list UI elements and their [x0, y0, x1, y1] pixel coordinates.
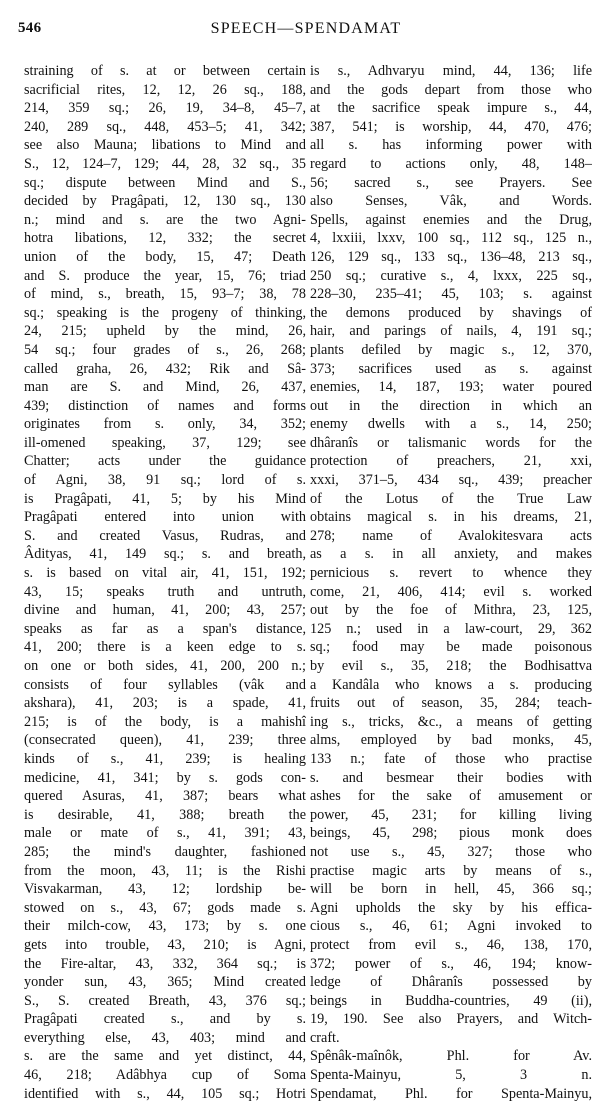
index-line: 46, 218; Adâbhya cup of Soma	[24, 1067, 306, 1084]
index-line: akshara), 41, 203; is a spade, 41,	[24, 695, 306, 712]
index-line: 19, 190. See also Prayers, and Witch-	[310, 1011, 592, 1028]
index-line: s. and besmear their bodies with	[310, 769, 592, 786]
index-line: power, 45, 231; for killing living	[310, 806, 592, 823]
index-line: speaks as far as a span's distance,	[24, 620, 306, 637]
index-line: of the Lotus of the True Law	[310, 490, 592, 507]
index-line: their milch-cow, 43, 173; by s. one	[24, 918, 306, 935]
index-line: 56; sacred s., see Prayers. See	[310, 174, 592, 191]
index-line: come, 21, 406, 414; evil s. worked	[310, 583, 592, 600]
index-line: Âdityas, 41, 149 sq.; s. and breath,	[24, 546, 306, 563]
index-line: decided by Pragâpati, 12, 130 sq., 130	[24, 193, 306, 210]
index-line: out in the direction in which an	[310, 397, 592, 414]
index-line: on one or both sides, 41, 200, 200 n.;	[24, 658, 306, 674]
index-line: and S. produce the year, 15, 76; triad	[24, 267, 306, 284]
index-line: S., 12, 124–7, 129; 44, 28, 32 sq., 35	[24, 155, 306, 172]
index-line: enemy dwells with a s., 14, 250;	[310, 416, 592, 433]
index-line: 240, 289 sq., 448, 453–5; 41, 342;	[24, 118, 306, 135]
index-line: consists of four syllables (vâk and	[24, 676, 306, 693]
index-line: at the sacrifice speak impure s., 44,	[310, 100, 592, 117]
index-line: practise magic arts by means of s.,	[310, 862, 592, 879]
index-line: originates from s. only, 34, 352;	[24, 416, 306, 433]
index-line: 54 sq.; four grades of s., 26, 268;	[24, 341, 306, 358]
index-line: dhâranîs or talismanic words for the	[310, 434, 592, 451]
index-line: 250 sq.; curative s., 4, lxxx, 225 sq.,	[310, 267, 592, 284]
index-line: cious s., 46, 61; Agni invoked to	[310, 918, 592, 935]
index-line: plants defiled by magic s., 12, 370,	[310, 341, 592, 358]
index-line: ledge of Dhâranîs possessed by	[310, 974, 592, 991]
index-line: sacrificial rites, 12, 12, 26 sq., 188,	[24, 81, 306, 98]
index-line: of mind, s., breath, 15, 93–7; 38, 78	[24, 286, 306, 303]
index-line: beings in Buddha-countries, 49 (ii),	[310, 992, 592, 1009]
index-line: Pragâpati created s., and by s.	[24, 1011, 306, 1028]
index-line: 214, 359 sq.; 26, 19, 34–8, 45–7,	[24, 100, 306, 117]
index-line: and the gods depart from those who	[310, 81, 592, 98]
index-line: of Agni, 38, 91 sq.; lord of s.	[24, 472, 306, 489]
index-line: Agni upholds the sky by his effica-	[310, 899, 592, 916]
index-line: 126, 129 sq., 133 sq., 136–48, 213 sq.,	[310, 248, 592, 265]
index-line: male or mate of s., 41, 391; 43,	[24, 825, 306, 842]
index-line: Pragâpati entered into union with	[24, 509, 306, 526]
index-line: enemies, 14, 187, 193; water poured	[310, 379, 592, 396]
index-line: craft.	[310, 1029, 340, 1046]
index-line: 387, 541; is worship, 44, 470, 476;	[310, 118, 592, 135]
index-line: out by the foe of Mithra, 23, 125,	[310, 602, 592, 619]
index-line: protection of preachers, 21, xxi,	[310, 453, 592, 470]
index-line: kinds of s., 41, 239; is healing	[24, 750, 306, 767]
index-line: sq.; dispute between Mind and S.,	[24, 174, 306, 191]
index-line: 439; distinction of names and forms	[24, 397, 306, 414]
index-line: sq.; food may be made poisonous	[310, 639, 592, 656]
index-line: medicine, 41, 341; by s. gods con-	[24, 769, 306, 786]
index-line: S., S. created Breath, 43, 376 sq.;	[24, 992, 306, 1009]
index-line: 372; power of s., 46, 194; know-	[310, 955, 592, 972]
index-line: union of the body, 15, 47; Death	[24, 248, 306, 265]
index-line: is Pragâpati, 41, 5; by his Mind	[24, 490, 306, 507]
index-line: 24, 215; upheld by the mind, 26,	[24, 323, 306, 340]
index-line: 125 n.; used in a law-court, 29, 362	[310, 620, 592, 637]
index-line: everything else, 43, 403; mind and	[24, 1029, 306, 1046]
running-head: SPEECH—SPENDAMAT	[210, 20, 402, 37]
right-column	[310, 62, 592, 1103]
index-line: s. is based on vital air, 41, 151, 192;	[24, 565, 306, 582]
index-line: straining of s. at or between certain	[24, 63, 306, 79]
index-line: see also Mauna; libations to Mind and	[24, 137, 306, 154]
index-line: from the moon, 43, 11; is the Rishi	[24, 862, 306, 879]
index-line: 373; sacrifices used as s. against	[310, 360, 592, 377]
index-line: ashes for the sake of amusement or	[310, 788, 592, 805]
page-header	[18, 20, 594, 44]
index-line: also Senses, Vâk, and Words.	[310, 193, 592, 210]
index-line: yonder sun, 43, 365; Mind created	[24, 974, 306, 991]
index-line: Spenta-Mainyu, 5, 3 n.	[310, 1067, 592, 1084]
page-number: 546	[18, 20, 42, 36]
index-line: Spells, against enemies and the Drug,	[310, 211, 592, 228]
index-line: as a s. in all anxiety, and makes	[310, 546, 592, 563]
index-line: Chatter; acts under the guidance	[24, 453, 306, 470]
index-line: ing s., tricks, &c., a means of getting	[310, 713, 592, 730]
index-line: the Fire-altar, 43, 332, 364 sq.; is	[24, 955, 306, 972]
index-line: alms, employed by bad monks, 45,	[310, 732, 592, 749]
left-column	[24, 62, 306, 1103]
index-line: 215; is of the body, is a mahishî	[24, 713, 306, 730]
index-line: 278; name of Avalokitesvara acts	[310, 527, 592, 544]
index-line: identified with s., 44, 105 sq.; Hotri	[24, 1085, 306, 1102]
index-line: is desirable, 41, 388; breath the	[24, 806, 306, 823]
index-line: 43, 15; speaks truth and untruth,	[24, 583, 306, 600]
index-line: 133 n.; fate of those who practise	[310, 750, 592, 767]
index-line: s. are the same and yet distinct, 44,	[24, 1048, 306, 1065]
index-line: Spendamat, Phl. for Spenta-Mainyu,	[310, 1085, 592, 1102]
index-line: stowed on s., 43, 67; gods made s.	[24, 899, 306, 916]
index-line: sq.; speaking is the progeny of thinking,	[24, 304, 306, 321]
index-line: regard to actions only, 48, 148–	[310, 155, 592, 172]
index-line: (consecrated queen), 41, 239; three	[24, 732, 306, 749]
index-line: the demons produced by shavings of	[310, 304, 592, 321]
index-line: obtains magical s. in his dreams, 21,	[310, 509, 592, 526]
index-line: called graha, 26, 432; Rik and Sâ-	[24, 360, 306, 377]
index-line: man are S. and Mind, 26, 437,	[24, 379, 306, 396]
index-line: beings, 45, 298; pious monk does	[310, 825, 592, 842]
index-line: hair, and parings of nails, 4, 191 sq.;	[310, 323, 592, 340]
index-line: not use s., 45, 327; those who	[310, 843, 592, 860]
index-line: Visvakarman, 43, 12; lordship be-	[24, 881, 306, 898]
index-line: pernicious s. revert to whence they	[310, 565, 592, 582]
index-line: n.; mind and s. are the two Agni-	[24, 211, 306, 228]
index-line: is s., Adhvaryu mind, 44, 136; life	[310, 63, 592, 79]
index-line: gets into trouble, 43, 210; is Agni,	[24, 936, 306, 953]
index-line: hotra libations, 12, 332; the secret	[24, 230, 306, 247]
index-line: a Kandâla who knows a s. producing	[310, 676, 592, 693]
index-line: quered Asuras, 41, 387; bears what	[24, 788, 306, 805]
index-line: xxxi, 371–5, 434 sq., 439; preacher	[310, 472, 592, 489]
index-line: 41, 200; there is a keen edge to s.	[24, 639, 306, 656]
index-line: ill-omened speaking, 37, 129; see	[24, 434, 306, 451]
index-line: 228–30, 235–41; 45, 103; s. against	[310, 286, 592, 303]
index-line: will be born in hell, 45, 366 sq.;	[310, 881, 592, 898]
index-line: fruits out of season, 35, 284; teach-	[310, 695, 592, 712]
index-line: Spênâk-maînôk, Phl. for Av.	[310, 1048, 592, 1065]
index-line: all s. has informing power with	[310, 137, 592, 154]
index-line: S. and created Vasus, Rudras, and	[24, 527, 306, 544]
index-line: 4, lxxiii, lxxv, 100 sq., 112 sq., 125 n.,	[310, 230, 592, 247]
index-line: 285; the mind's daughter, fashioned	[24, 843, 306, 860]
index-line: by evil s., 35, 218; the Bodhisattva	[310, 658, 592, 674]
index-line: divine and human, 41, 200; 43, 257;	[24, 602, 306, 619]
index-line: protect from evil s., 46, 138, 170,	[310, 936, 592, 953]
